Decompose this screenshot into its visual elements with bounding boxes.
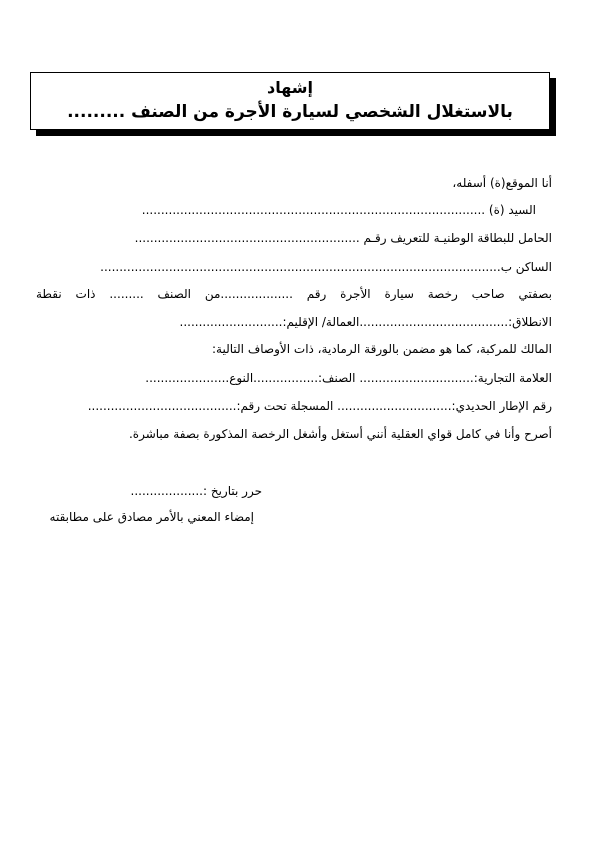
name-line: السيد (ة) .......................................................................................... bbox=[141, 203, 536, 217]
date-line: حرر بتاريخ :................... bbox=[130, 484, 262, 498]
title-box bbox=[30, 72, 550, 130]
license-holder-line: بصفتي صاحب رخصة سيارة الأجرة رقم ...................من الصنف ......... ذات نقطة bbox=[36, 287, 552, 301]
residence-line: الساكن ب......................................................................................................... bbox=[100, 260, 552, 274]
chassis-registration-line: رقم الإطار الحديدي:.............................. المسجلة تحت رقم:....................................... bbox=[87, 399, 552, 413]
departure-point-line: الانطلاق:.......................................العمالة/ الإقليم:........................... bbox=[179, 315, 552, 329]
signature-certification-line: إمضاء المعني بالأمر مصادق على مطابقته bbox=[49, 510, 254, 524]
national-id-line: الحامل للبطاقة الوطنيـة للتعريف رقـم ........................................................... bbox=[134, 231, 552, 245]
brand-class-type-line: العلامة التجارية:.............................. الصنف:.................النوع...................... bbox=[145, 371, 552, 385]
declaration-line: أصرح وأنا في كامل قواي العقلية أنني أستغل وأشغل الرخصة المذكورة بصفة مباشرة. bbox=[128, 427, 552, 441]
document-subtitle: بالاستغلال الشخصي لسيارة الأجرة من الصنف ......... bbox=[67, 102, 513, 122]
vehicle-owner-line: المالك للمركبة، كما هو مضمن بالورقة الرمادية، ذات الأوصاف التالية: bbox=[211, 342, 552, 356]
signatory-intro-line: أنا الموقع(ة) أسفله، bbox=[452, 176, 552, 190]
document-title: إشهاد bbox=[267, 78, 313, 97]
